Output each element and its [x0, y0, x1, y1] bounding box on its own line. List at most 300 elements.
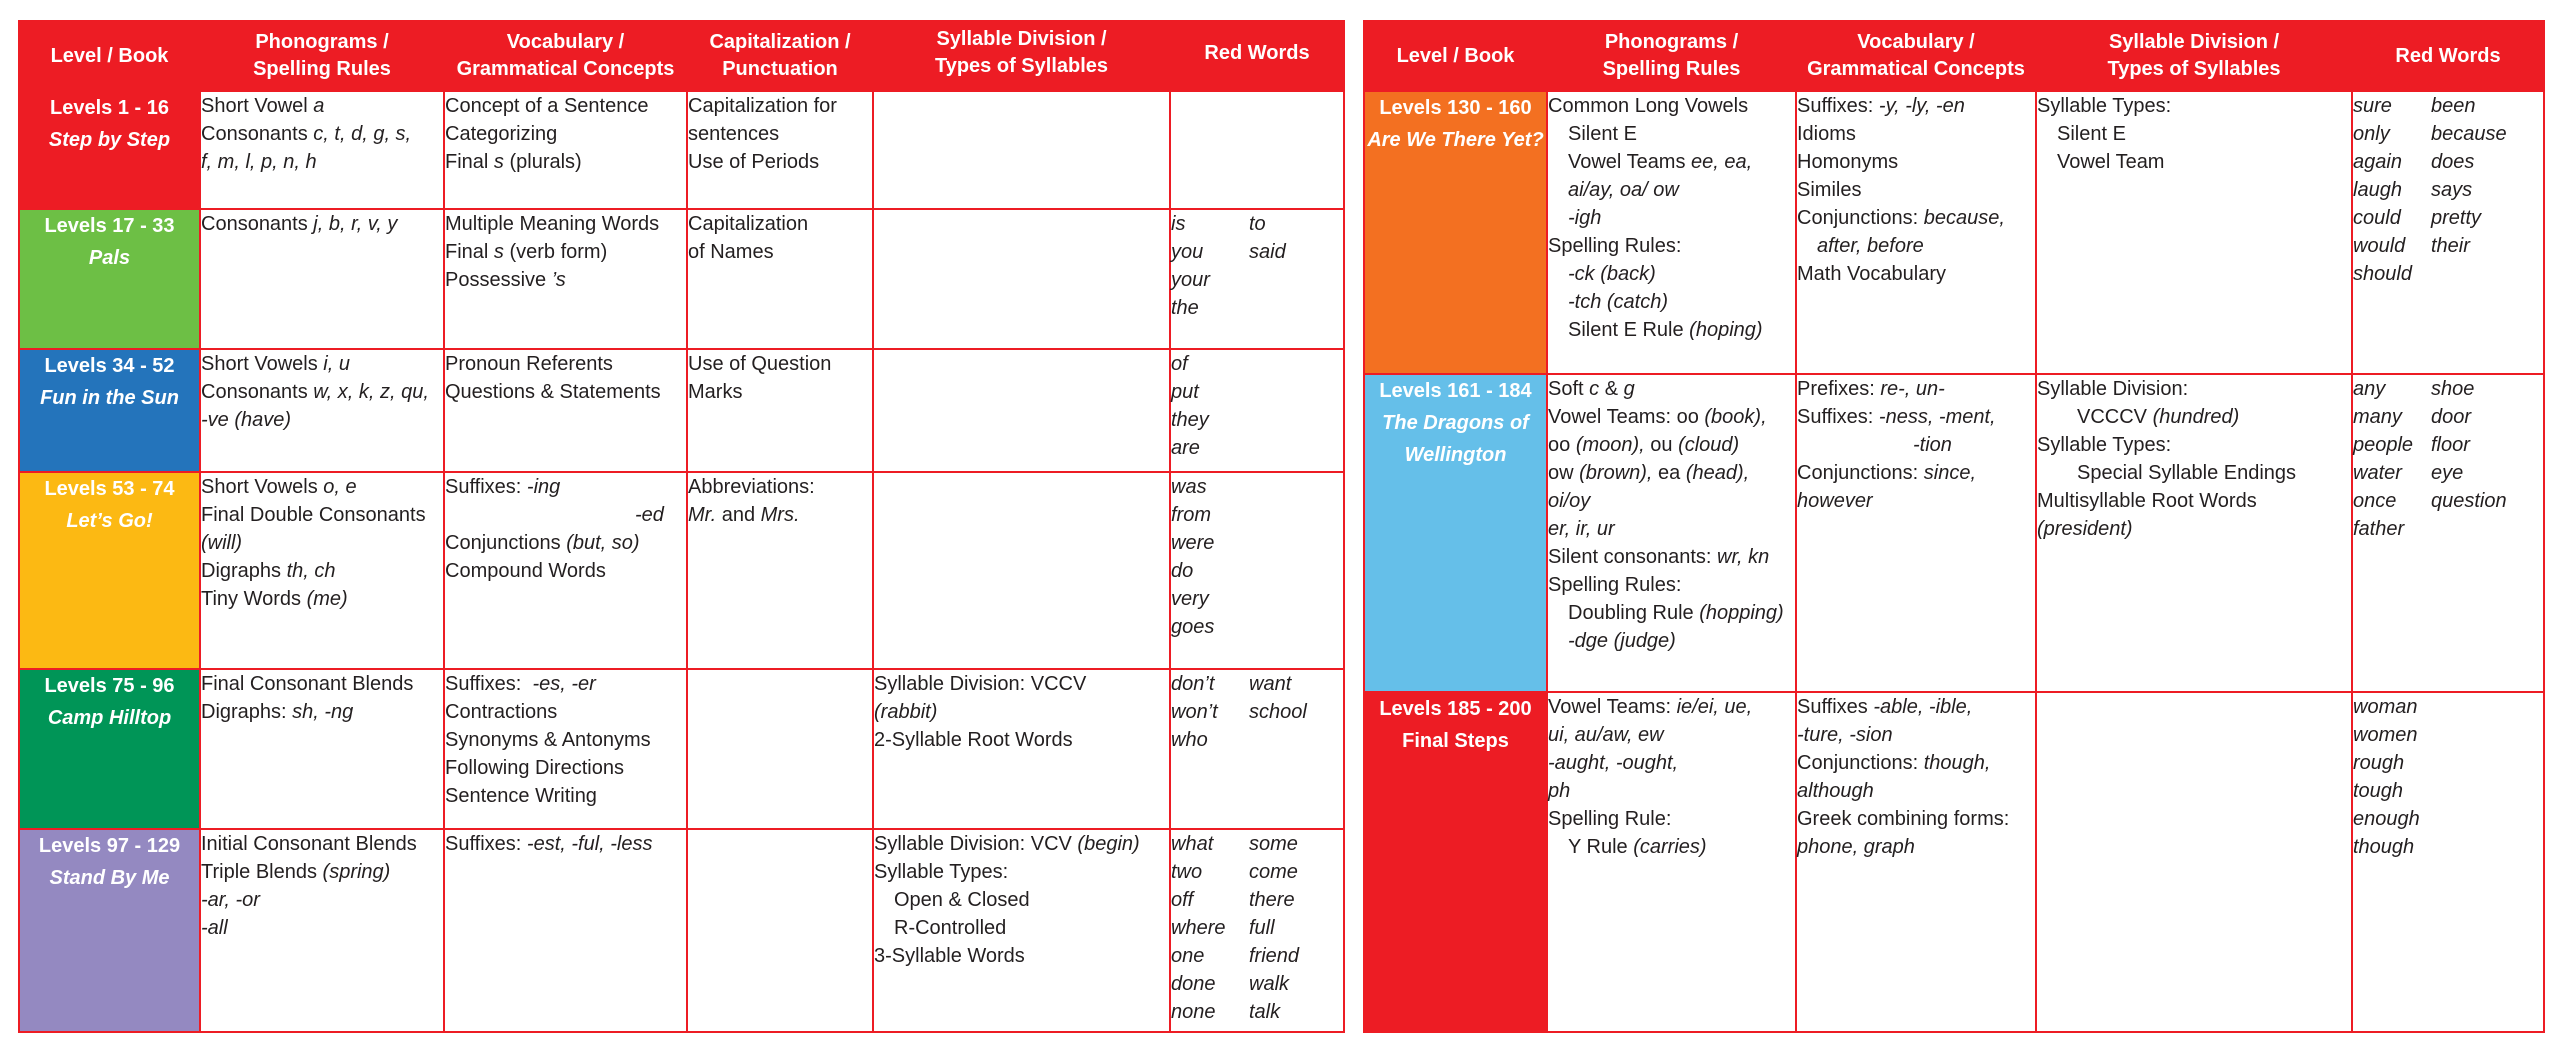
text-run: Prefixes: [1797, 378, 1881, 400]
text-line [1548, 120, 1795, 148]
capitalization-cell [687, 669, 873, 829]
text-line [1548, 543, 1795, 571]
text-run: -dge (judge) [1568, 630, 1676, 652]
header-line: Syllable Division / [2108, 31, 2280, 53]
level-range: Levels 130 - 160 [1379, 97, 1532, 119]
text-run: Final [445, 241, 494, 263]
red-word: laugh [2353, 179, 2402, 201]
level-row [19, 349, 1344, 472]
red-word: question [2431, 490, 2507, 512]
text-line [1797, 487, 2035, 515]
syllable-cell [873, 829, 1170, 1032]
text-run: (spring) [322, 861, 391, 883]
level-row [1364, 374, 2544, 692]
text-line [1797, 204, 2035, 232]
text-line [1548, 749, 1795, 777]
text-run: after, before [1817, 235, 1924, 257]
red-word: walk [1249, 973, 1290, 995]
red-word: what [1171, 833, 1214, 855]
red-word: there [1249, 889, 1295, 911]
text-run: (president) [2037, 518, 2133, 540]
text-run: Conjunctions: [1797, 207, 1924, 229]
text-line [688, 148, 872, 176]
text-run: -able, -ible, [1873, 696, 1973, 718]
red-word: said [1249, 241, 1286, 263]
text-line [1797, 92, 2035, 120]
text-line [445, 557, 686, 585]
text-run: Y Rule [1568, 836, 1634, 858]
header-line: Types of Syllables [2107, 58, 2281, 80]
level-row [19, 669, 1344, 829]
text-run: (rabbit) [874, 701, 938, 723]
red-word: many [2353, 406, 2402, 428]
text-line [1548, 232, 1795, 260]
text-line [1797, 176, 2035, 204]
text-line [1548, 260, 1795, 288]
text-run: ie/ei, ue, [1676, 696, 1753, 718]
red-word: any [2353, 378, 2386, 400]
text-line [1797, 431, 2035, 459]
text-run: Suffixes: [445, 476, 527, 498]
text-run: c [1589, 378, 1600, 400]
text-line [1797, 260, 2035, 288]
text-run: ph [1548, 780, 1571, 802]
red-word: from [1171, 504, 1211, 526]
text-line [445, 148, 686, 176]
level-range: Levels 161 - 184 [1379, 380, 1532, 402]
text-line [445, 378, 686, 406]
text-run: Syllable Types: [874, 861, 1009, 883]
text-run: Syllable Division: VCCV [874, 673, 1087, 695]
text-line [1548, 148, 1795, 176]
red-word: rough [2353, 752, 2405, 774]
red-word: two [1171, 861, 1203, 883]
red-word: very [1171, 588, 1209, 610]
header-level-book [19, 21, 200, 91]
text-line [1548, 721, 1795, 749]
text-line [201, 698, 443, 726]
text-run: (brown), [1579, 462, 1653, 484]
text-line [201, 473, 443, 501]
red-word: water [2353, 462, 2402, 484]
text-run: f, m, l, p, n, h [201, 151, 317, 173]
text-run: s [493, 241, 504, 263]
red-words-column [1171, 473, 1249, 641]
text-line [1548, 459, 1795, 487]
red-word: full [1249, 917, 1275, 939]
text-line [1548, 403, 1795, 431]
text-run: Synonyms & Antonyms [445, 729, 651, 751]
text-run: Silent E Rule [1568, 319, 1690, 341]
text-run: 3-Syllable Words [874, 945, 1025, 967]
text-run: (hundred) [2152, 406, 2240, 428]
red-word: one [1171, 945, 1205, 967]
book-title: Stand By Me [49, 867, 170, 889]
red-word: where [1171, 917, 1226, 939]
text-run: Syllable Types: [2037, 95, 2172, 117]
text-run: Suffixes: [445, 833, 527, 855]
text-run: -tch (catch) [1568, 291, 1669, 313]
text-line [201, 830, 443, 858]
text-line [445, 238, 686, 266]
level-book-cell [19, 209, 200, 349]
text-run: ai/ay, oa/ ow [1568, 179, 1679, 201]
syllable-cell [873, 349, 1170, 472]
text-run: (but, so) [566, 532, 640, 554]
text-run: -est, -ful, -less [526, 833, 653, 855]
text-run: Syllable Division: VCV [874, 833, 1078, 855]
left-scope-table [18, 20, 1345, 1033]
red-words-columns [2353, 92, 2543, 288]
text-run: Syllable Division: [2037, 378, 2189, 400]
text-line [688, 210, 872, 238]
text-line [1797, 777, 2035, 805]
text-run: -ve (have) [201, 409, 292, 431]
red-word: is [1171, 213, 1186, 235]
text-run: Math Vocabulary [1797, 263, 1946, 285]
capitalization-cell [687, 91, 873, 209]
red-word: says [2431, 179, 2473, 201]
red-word: friend [1249, 945, 1300, 967]
text-line [445, 210, 686, 238]
level-row [19, 829, 1344, 1032]
text-line [1797, 721, 2035, 749]
header-vocabulary [1796, 21, 2036, 91]
text-line [688, 120, 872, 148]
text-run: oo [1548, 434, 1576, 456]
text-line [688, 378, 872, 406]
vocabulary-cell [1796, 692, 2036, 1032]
text-run: and [716, 504, 761, 526]
text-run: (cloud) [1678, 434, 1740, 456]
red-word: was [1171, 476, 1207, 498]
phonograms-cell [1547, 374, 1796, 692]
text-run: ow [1548, 462, 1580, 484]
text-line [2037, 487, 2351, 515]
header-vocabulary [444, 21, 687, 91]
text-line [1548, 375, 1795, 403]
text-line [2037, 375, 2351, 403]
text-run: Consonants [201, 381, 314, 403]
text-run: because, [1923, 207, 2005, 229]
text-run: Silent consonants: [1548, 546, 1717, 568]
header-phonograms [1547, 21, 1796, 91]
text-line [2037, 148, 2351, 176]
red-words-column [2431, 375, 2509, 543]
book-title: Final Steps [1402, 730, 1509, 752]
text-run: -ck (back) [1568, 263, 1656, 285]
text-run: VCCCV [2077, 406, 2153, 428]
text-run: Vowel Teams: oo [1548, 406, 1705, 428]
text-line [1548, 777, 1795, 805]
text-run: er, ir, ur [1548, 518, 1615, 540]
level-range: Levels 17 - 33 [44, 215, 175, 237]
text-run: Digraphs [201, 560, 287, 582]
phonograms-cell [1547, 692, 1796, 1032]
vocabulary-cell [444, 349, 687, 472]
text-line [201, 148, 443, 176]
red-words-cell [1170, 829, 1344, 1032]
text-run: sentences [688, 123, 780, 145]
level-range: Levels 185 - 200 [1379, 698, 1532, 720]
text-run: -y, -ly, -en [1878, 95, 1965, 117]
text-run: -ar, -or [201, 889, 260, 911]
red-words-column [1249, 830, 1327, 1026]
red-word: been [2431, 95, 2476, 117]
red-word: women [2353, 724, 2418, 746]
red-word: does [2431, 151, 2475, 173]
red-word: don’t [1171, 673, 1215, 695]
book-title: Fun in the Sun [40, 387, 179, 409]
capitalization-cell [687, 209, 873, 349]
text-line [201, 858, 443, 886]
text-line [1548, 599, 1795, 627]
red-words-cell [1170, 349, 1344, 472]
level-row [1364, 91, 2544, 374]
text-run: -ness, -ment, [1878, 406, 1996, 428]
text-line [1548, 288, 1795, 316]
text-line [874, 914, 1169, 942]
text-run: Abbreviations: [688, 476, 815, 498]
red-words-columns [2353, 693, 2543, 861]
text-line [445, 830, 686, 858]
header-level-book [1364, 21, 1547, 91]
text-run: Concept of a Sentence [445, 95, 649, 117]
text-run: ee, ea, [1691, 151, 1753, 173]
level-book-cell [19, 472, 200, 669]
vocabulary-cell [444, 829, 687, 1032]
red-words-columns [1171, 210, 1343, 322]
phonograms-cell [200, 349, 444, 472]
red-words-columns [1171, 830, 1343, 1026]
text-run: Use of Periods [688, 151, 820, 173]
red-words-column [2431, 693, 2509, 861]
text-run: Contractions [445, 701, 558, 723]
red-word: talk [1249, 1001, 1281, 1023]
header-line: Red Words [2395, 44, 2501, 67]
red-word: off [1171, 889, 1194, 911]
text-run: Silent E [1568, 123, 1637, 145]
level-range: Levels 53 - 74 [44, 478, 175, 500]
red-word: the [1171, 297, 1199, 319]
text-run: (plurals) [503, 151, 582, 173]
text-line [445, 501, 686, 529]
text-run: ea [1652, 462, 1686, 484]
text-run: Marks [688, 381, 743, 403]
text-run: -aught, -ought, [1548, 752, 1679, 774]
phonograms-cell [1547, 91, 1796, 374]
red-word: done [1171, 973, 1216, 995]
text-run: Similes [1797, 179, 1862, 201]
text-run: th, ch [286, 560, 336, 582]
text-line [2037, 515, 2351, 543]
vocabulary-cell [444, 209, 687, 349]
text-run: oi/oy [1548, 490, 1591, 512]
red-words-column [1171, 210, 1249, 322]
text-line [1548, 693, 1795, 721]
red-words-column [2431, 92, 2509, 288]
text-run: of Names [688, 241, 774, 263]
text-run: Short Vowels [201, 353, 324, 375]
text-run: Final Consonant Blends [201, 673, 414, 695]
header-line: Grammatical Concepts [1807, 58, 2025, 80]
red-word: people [2353, 434, 2414, 456]
text-run: Capitalization for [688, 95, 837, 117]
text-line [2037, 92, 2351, 120]
text-run: Final [445, 151, 494, 173]
text-run: Initial Consonant Blends [201, 833, 417, 855]
phonograms-cell [200, 209, 444, 349]
text-run: Possessive [445, 269, 552, 291]
text-run: Final Double Consonants [201, 504, 426, 526]
syllable-cell [873, 472, 1170, 669]
header-level-text: Level / Book [50, 44, 169, 67]
phonograms-cell [200, 91, 444, 209]
text-line [874, 698, 1169, 726]
text-run: (begin) [1077, 833, 1140, 855]
red-words-columns [2353, 375, 2543, 543]
text-run: a [313, 95, 325, 117]
header-line: Vocabulary / [506, 31, 625, 53]
text-line [688, 350, 872, 378]
text-run: Pronoun Referents [445, 353, 613, 375]
text-line [1548, 515, 1795, 543]
text-run: i, u [323, 353, 350, 375]
header-line: Spelling Rules [253, 58, 391, 80]
header-capitalization [687, 21, 873, 91]
red-word: again [2353, 151, 2402, 173]
red-words-column [1171, 350, 1249, 462]
red-word: eye [2431, 462, 2464, 484]
red-words-cell [2352, 374, 2544, 692]
red-word: they [1171, 409, 1209, 431]
text-line [2037, 120, 2351, 148]
red-word: tough [2353, 780, 2404, 802]
header-line: Spelling Rules [1602, 58, 1741, 80]
header-red-words [2352, 21, 2544, 91]
header-line: Syllable Division / [936, 28, 1107, 50]
text-run: Vowel Team [2057, 151, 2165, 173]
text-run: Short Vowels [201, 476, 324, 498]
capitalization-cell [687, 472, 873, 669]
text-run: Special Syllable Endings [2077, 462, 2297, 484]
text-line [688, 501, 872, 529]
text-run: Open & Closed [894, 889, 1030, 911]
text-line [1548, 805, 1795, 833]
text-run: Compound Words [445, 560, 606, 582]
text-run: phone, graph [1797, 836, 1915, 858]
text-line [201, 210, 443, 238]
text-run: however [1797, 490, 1873, 512]
text-run: (hoping) [1689, 319, 1763, 341]
text-line [445, 266, 686, 294]
text-line [1797, 805, 2035, 833]
red-word: put [1171, 381, 1199, 403]
red-word: are [1171, 437, 1200, 459]
red-words-column [1249, 210, 1327, 322]
text-run: Multisyllable Root Words [2037, 490, 2257, 512]
text-run: Use of Question [688, 353, 832, 375]
red-word: their [2431, 235, 2470, 257]
text-line [874, 726, 1169, 754]
red-word: want [1249, 673, 1292, 695]
phonograms-cell [200, 472, 444, 669]
book-title: Camp Hilltop [47, 707, 172, 729]
text-run: Common Long Vowels [1548, 95, 1749, 117]
header-red-words [1170, 21, 1344, 91]
text-line [445, 698, 686, 726]
text-run: Triple Blends [201, 861, 323, 883]
syllable-cell [2036, 91, 2352, 374]
text-line [201, 92, 443, 120]
text-run: Capitalization [688, 213, 809, 235]
text-run: Consonants [201, 123, 314, 145]
vocabulary-cell [444, 91, 687, 209]
level-row [19, 209, 1344, 349]
right-header-row [1364, 21, 2544, 91]
text-run: Suffixes: [1797, 95, 1879, 117]
text-run: Following Directions [445, 757, 624, 779]
text-line [1797, 375, 2035, 403]
text-run: ou [1644, 434, 1679, 456]
header-line: Phonograms / [255, 31, 389, 53]
red-words-column [1249, 670, 1327, 754]
red-word: because [2431, 123, 2507, 145]
text-run: since, [1923, 462, 1976, 484]
text-line [688, 473, 872, 501]
phonograms-cell [200, 669, 444, 829]
text-run: Multiple Meaning Words [445, 213, 660, 235]
text-run: Syllable Types: [2037, 434, 2172, 456]
left-table-body [19, 91, 1344, 1032]
red-word: shoe [2431, 378, 2475, 400]
text-line [1797, 693, 2035, 721]
text-run: Mrs. [760, 504, 800, 526]
red-word: door [2431, 406, 2472, 428]
header-line: Phonograms / [1604, 31, 1739, 53]
red-word: though [2353, 836, 2415, 858]
text-run: -es, -er [532, 673, 596, 695]
red-words-columns [1171, 473, 1343, 641]
text-line [1548, 487, 1795, 515]
red-word: come [1249, 861, 1298, 883]
text-line [874, 670, 1169, 698]
text-run: Categorizing [445, 123, 558, 145]
text-run: Idioms [1797, 123, 1856, 145]
text-run: (will) [201, 532, 243, 554]
left-header-row [19, 21, 1344, 91]
text-line [1548, 204, 1795, 232]
text-line [1548, 833, 1795, 861]
text-run: Spelling Rule: [1548, 808, 1672, 830]
text-run: Vowel Teams [1568, 151, 1692, 173]
text-run: (hopping) [1699, 602, 1784, 624]
text-line [874, 830, 1169, 858]
text-line [1548, 92, 1795, 120]
text-run: (me) [306, 588, 348, 610]
text-line [1797, 403, 2035, 431]
level-book-cell [1364, 374, 1547, 692]
text-line [445, 754, 686, 782]
text-line [1797, 120, 2035, 148]
text-run: (moon), [1575, 434, 1645, 456]
text-run: Spelling Rules: [1548, 574, 1682, 596]
text-run: Vowel Teams: [1548, 696, 1677, 718]
level-book-cell [19, 349, 200, 472]
text-line [1797, 459, 2035, 487]
text-line [201, 378, 443, 406]
text-line [1797, 148, 2035, 176]
